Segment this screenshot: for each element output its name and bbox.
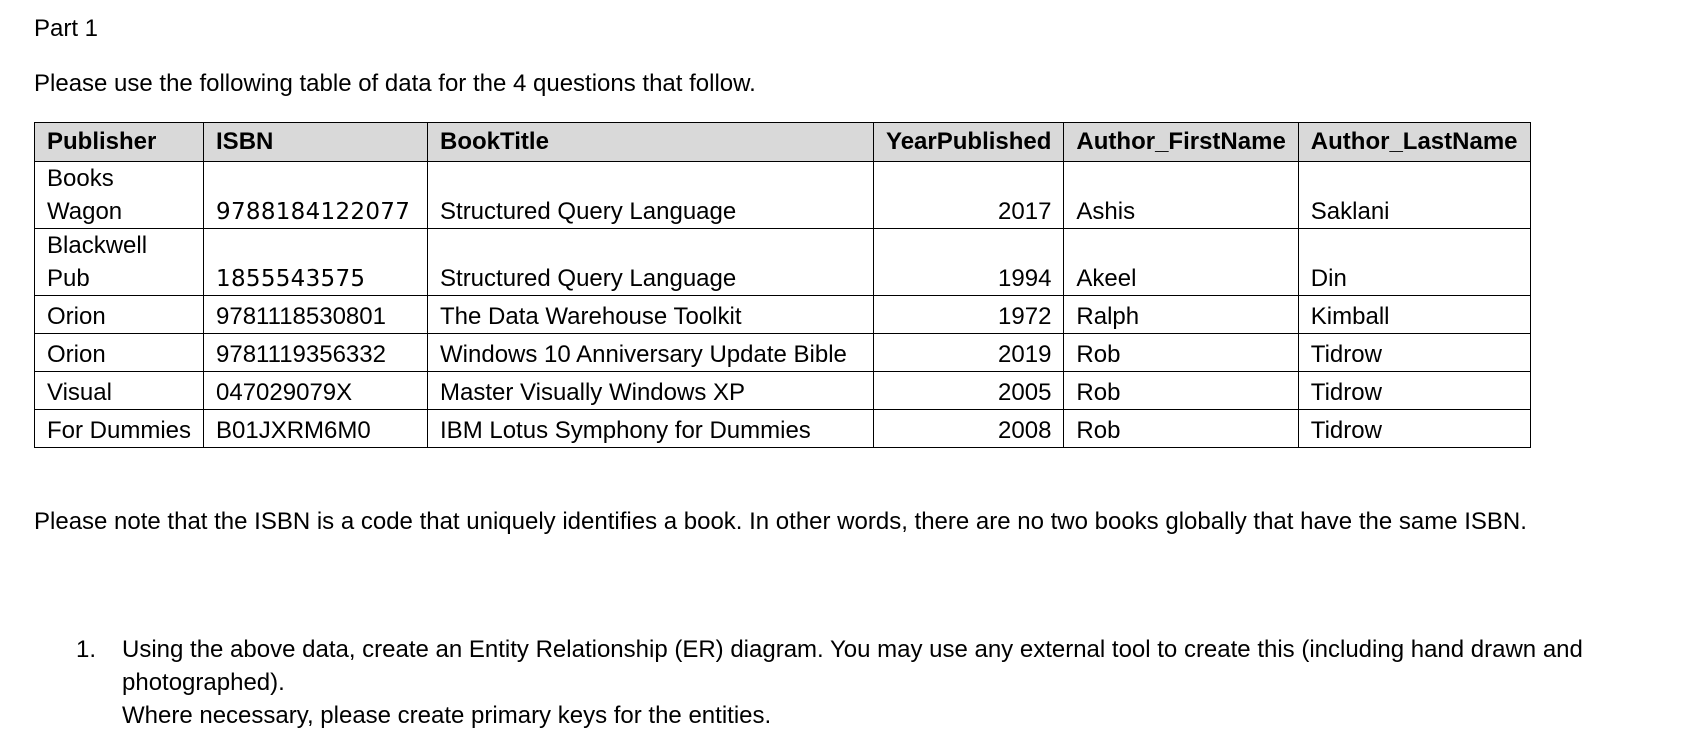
cell-title: IBM Lotus Symphony for Dummies	[428, 410, 874, 448]
cell-first-name: Akeel	[1064, 229, 1298, 296]
cell-first-name: Rob	[1064, 334, 1298, 372]
cell-last-name: Kimball	[1298, 296, 1530, 334]
cell-publisher: For Dummies	[35, 410, 204, 448]
table-row	[35, 162, 1531, 229]
table-header-row	[35, 123, 1531, 162]
cell-last-name: Din	[1298, 229, 1530, 296]
question-text-line: photographed).	[122, 669, 285, 696]
header-isbn: ISBN	[204, 123, 428, 162]
header-booktitle: BookTitle	[428, 123, 874, 162]
book-data-table	[34, 122, 1531, 448]
table-row	[35, 229, 1531, 296]
table-row	[35, 372, 1531, 410]
cell-title: Master Visually Windows XP	[428, 372, 874, 410]
question-text-line: Where necessary, please create primary keys for the entities.	[122, 702, 772, 729]
cell-publisher: Orion	[35, 334, 204, 372]
cell-publisher: Books Wagon	[35, 162, 204, 229]
cell-isbn: 047029079X	[204, 372, 428, 410]
cell-first-name: Ashis	[1064, 162, 1298, 229]
cell-title: Windows 10 Anniversary Update Bible	[428, 334, 874, 372]
cell-last-name: Tidrow	[1298, 372, 1530, 410]
table-row	[35, 296, 1531, 334]
cell-year: 1972	[874, 296, 1064, 334]
cell-last-name: Tidrow	[1298, 410, 1530, 448]
cell-first-name: Rob	[1064, 410, 1298, 448]
header-yearpublished: YearPublished	[874, 123, 1064, 162]
isbn-note: Please note that the ISBN is a code that uniquely identifies a book. In other words, there are no two books globally that have the same ISBN.	[34, 508, 1527, 535]
cell-year: 2019	[874, 334, 1064, 372]
cell-year: 2017	[874, 162, 1064, 229]
cell-publisher: Visual	[35, 372, 204, 410]
question-number: 1.	[76, 636, 97, 663]
question-item	[76, 633, 1656, 732]
intro-paragraph: Please use the following table of data for the 4 questions that follow.	[34, 70, 756, 97]
question-text-line: Using the above data, create an Entity Relationship (ER) diagram. You may use any external tool to create this (including hand drawn and	[122, 636, 1583, 663]
cell-first-name: Rob	[1064, 372, 1298, 410]
cell-title: Structured Query Language	[428, 162, 874, 229]
cell-isbn: 1855543575	[204, 229, 428, 296]
cell-isbn: 9788184122077	[204, 162, 428, 229]
cell-first-name: Ralph	[1064, 296, 1298, 334]
header-publisher: Publisher	[35, 123, 204, 162]
cell-isbn: 9781118530801	[204, 296, 428, 334]
cell-isbn: 9781119356332	[204, 334, 428, 372]
part-heading: Part 1	[34, 15, 99, 42]
header-author-lastname: Author_LastName	[1298, 123, 1530, 162]
cell-title: Structured Query Language	[428, 229, 874, 296]
cell-isbn: B01JXRM6M0	[204, 410, 428, 448]
header-author-firstname: Author_FirstName	[1064, 123, 1298, 162]
cell-year: 2005	[874, 372, 1064, 410]
table-row	[35, 334, 1531, 372]
cell-last-name: Saklani	[1298, 162, 1530, 229]
cell-year: 1994	[874, 229, 1064, 296]
cell-publisher: Blackwell Pub	[35, 229, 204, 296]
cell-publisher: Orion	[35, 296, 204, 334]
cell-title: The Data Warehouse Toolkit	[428, 296, 874, 334]
table-row	[35, 410, 1531, 448]
question-list	[76, 633, 1656, 732]
cell-last-name: Tidrow	[1298, 334, 1530, 372]
cell-year: 2008	[874, 410, 1064, 448]
